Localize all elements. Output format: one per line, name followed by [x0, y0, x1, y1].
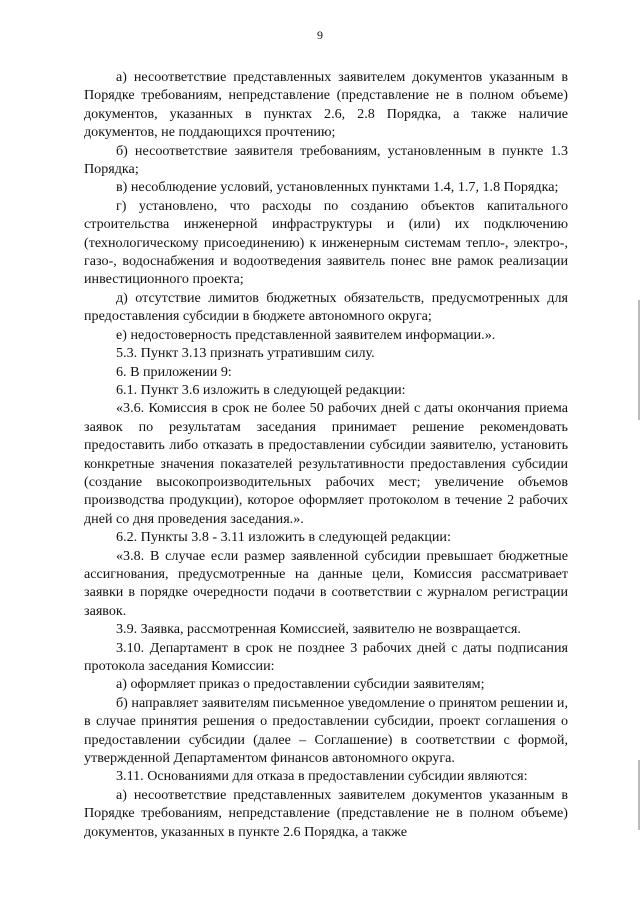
paragraph: б) направляет заявителям письменное уведомление о принятом решении и, в случае принятия решения о предоставлении субсидии, проект соглашения о предоставлении субсидии (далее – Соглашение) в соответствии с формой, утвержденной Департаментом финансов автономного округа.: [84, 694, 568, 767]
paragraph: 3.11. Основаниями для отказа в предоставлении субсидии являются:: [116, 768, 528, 785]
paragraph: а) оформляет приказ о предоставлении субсидии заявителям;: [116, 676, 485, 693]
paragraph: в) несоблюдение условий, установленных пунктами 1.4, 1.7, 1.8 Порядка;: [116, 179, 559, 196]
paragraph: 6.1. Пункт 3.6 изложить в следующей редакции:: [116, 381, 406, 398]
paragraph: а) несоответствие представленных заявителем документов указанным в Порядке требованиям, непредставление (представление не в полном объеме) документов, указанных в пункте 2.6 Порядка, а также: [84, 786, 568, 840]
paragraph: е) недостоверность представленной заявителем информации.».: [116, 326, 496, 343]
paragraph: 3.9. Заявка, рассмотренная Комиссией, заявителю не возвращается.: [116, 621, 521, 638]
page-number: 9: [317, 28, 323, 42]
paragraph: «3.6. Комиссия в срок не более 50 рабочих дней с даты окончания приема заявок по результатам заседания принимает решение рекомендовать предоставить либо отказать в предоставлении субсидии заявителю, установить конкретные значения показателей результативности предоставления субсидии (создание высокопроизводительных рабочих мест; увеличение объемов производства продукции), которое оформляет протоколом в течение 2 рабочих дней со дня проведения заседания.».: [84, 400, 568, 527]
paragraph: 5.3. Пункт 3.13 признать утратившим силу.: [116, 345, 375, 362]
paragraph: а) несоответствие представленных заявителем документов указанным в Порядке требованиям, непредставление (представление не в полном объеме) документов, указанных в пунктах 2.6, 2.8 Порядка, а также наличие документов, не поддающихся прочтению;: [84, 69, 568, 141]
paragraph: «3.8. В случае если размер заявленной субсидии превышает бюджетные ассигнования, предусмотренные на данные цели, Комиссия рассматривает заявки в порядке очередности подачи в соответствии с журналом регистрации заявок.: [84, 547, 568, 619]
paragraph: 6. В приложении 9:: [116, 363, 232, 380]
paragraph: д) отсутствие лимитов бюджетных обязательств, предусмотренных для предоставления субсидии в бюджете автономного округа;: [84, 289, 568, 325]
paragraph: 6.2. Пункты 3.8 - 3.11 изложить в следующей редакции:: [116, 529, 451, 546]
paragraph: б) несоответствие заявителя требованиям, установленным в пункте 1.3 Порядка;: [84, 142, 568, 178]
document-body: [84, 68, 568, 841]
paragraph: г) установлено, что расходы по созданию объектов капитального строительства инженерной инфраструктуры и (или) их подключению (технологическому присоединению) к инженерным системам тепло-, электро-, газо-, водоснабжения и водоотведения заявитель понес вне рамок реализации инвестиционного проекта;: [84, 197, 568, 288]
paragraph: 3.10. Департамент в срок не позднее 3 рабочих дней с даты подписания протокола заседания Комиссии:: [84, 639, 568, 674]
